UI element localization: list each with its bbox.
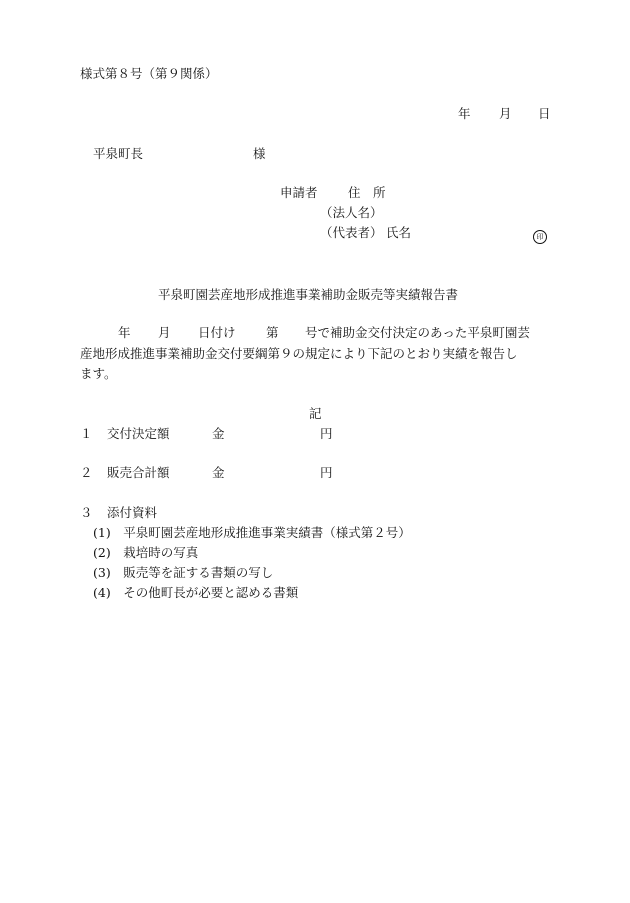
attachment-item-1: (1) 平泉町園芸産地形成推進事業実績書（様式第２号） — [93, 525, 411, 540]
date-day-label: 日 — [538, 106, 551, 121]
document-title: 平泉町園芸産地形成推進事業補助金販売等実績報告書 — [158, 287, 459, 302]
ki-heading: 記 — [309, 406, 322, 421]
applicant-rep-label: （代表者） — [320, 225, 383, 240]
item-1-label: 交付決定額 — [107, 426, 170, 441]
applicant-corp-label: （法人名） — [320, 205, 383, 220]
body-day-dated-label: 日付け — [198, 325, 236, 340]
body-month-label: 月 — [158, 325, 171, 340]
body-year-label: 年 — [118, 325, 131, 340]
addressee-honorific: 様 — [253, 146, 266, 161]
seal-icon: 印 — [533, 230, 547, 244]
attachment-item-2: (2) 栽培時の写真 — [93, 545, 199, 560]
date-year-label: 年 — [458, 106, 471, 121]
item-2-number: ２ — [80, 465, 93, 480]
attachment-item-3: (3) 販売等を証する書類の写し — [93, 565, 274, 580]
form-number: 様式第８号（第９関係） — [80, 66, 218, 81]
attachment-item-4: (4) その他町長が必要と認める書類 — [93, 585, 299, 600]
applicant-address-label: 住 所 — [348, 185, 386, 200]
seal-mark — [533, 227, 547, 244]
body-line2: 産地形成推進事業補助金交付要綱第９の規定により下記のとおり実績を報告し — [80, 346, 518, 361]
date-month-label: 月 — [499, 106, 512, 121]
item-2-kin: 金 — [212, 465, 225, 480]
applicant-name-label: 氏名 — [386, 225, 412, 240]
addressee-name: 平泉町長 — [93, 146, 144, 161]
attachments-label: 添付資料 — [107, 505, 158, 520]
applicant-label: 申請者 — [280, 185, 318, 200]
item-1-number: １ — [80, 426, 93, 441]
body-line3: ます。 — [80, 366, 117, 381]
body-number-prefix: 第 — [266, 325, 279, 340]
item-1-kin: 金 — [212, 426, 225, 441]
body-line1-rest: 号で補助金交付決定のあった平泉町園芸 — [305, 325, 530, 340]
item-1-yen: 円 — [320, 426, 333, 441]
attachments-number: ３ — [80, 505, 93, 520]
item-2-yen: 円 — [320, 465, 333, 480]
item-2-label: 販売合計額 — [107, 465, 170, 480]
